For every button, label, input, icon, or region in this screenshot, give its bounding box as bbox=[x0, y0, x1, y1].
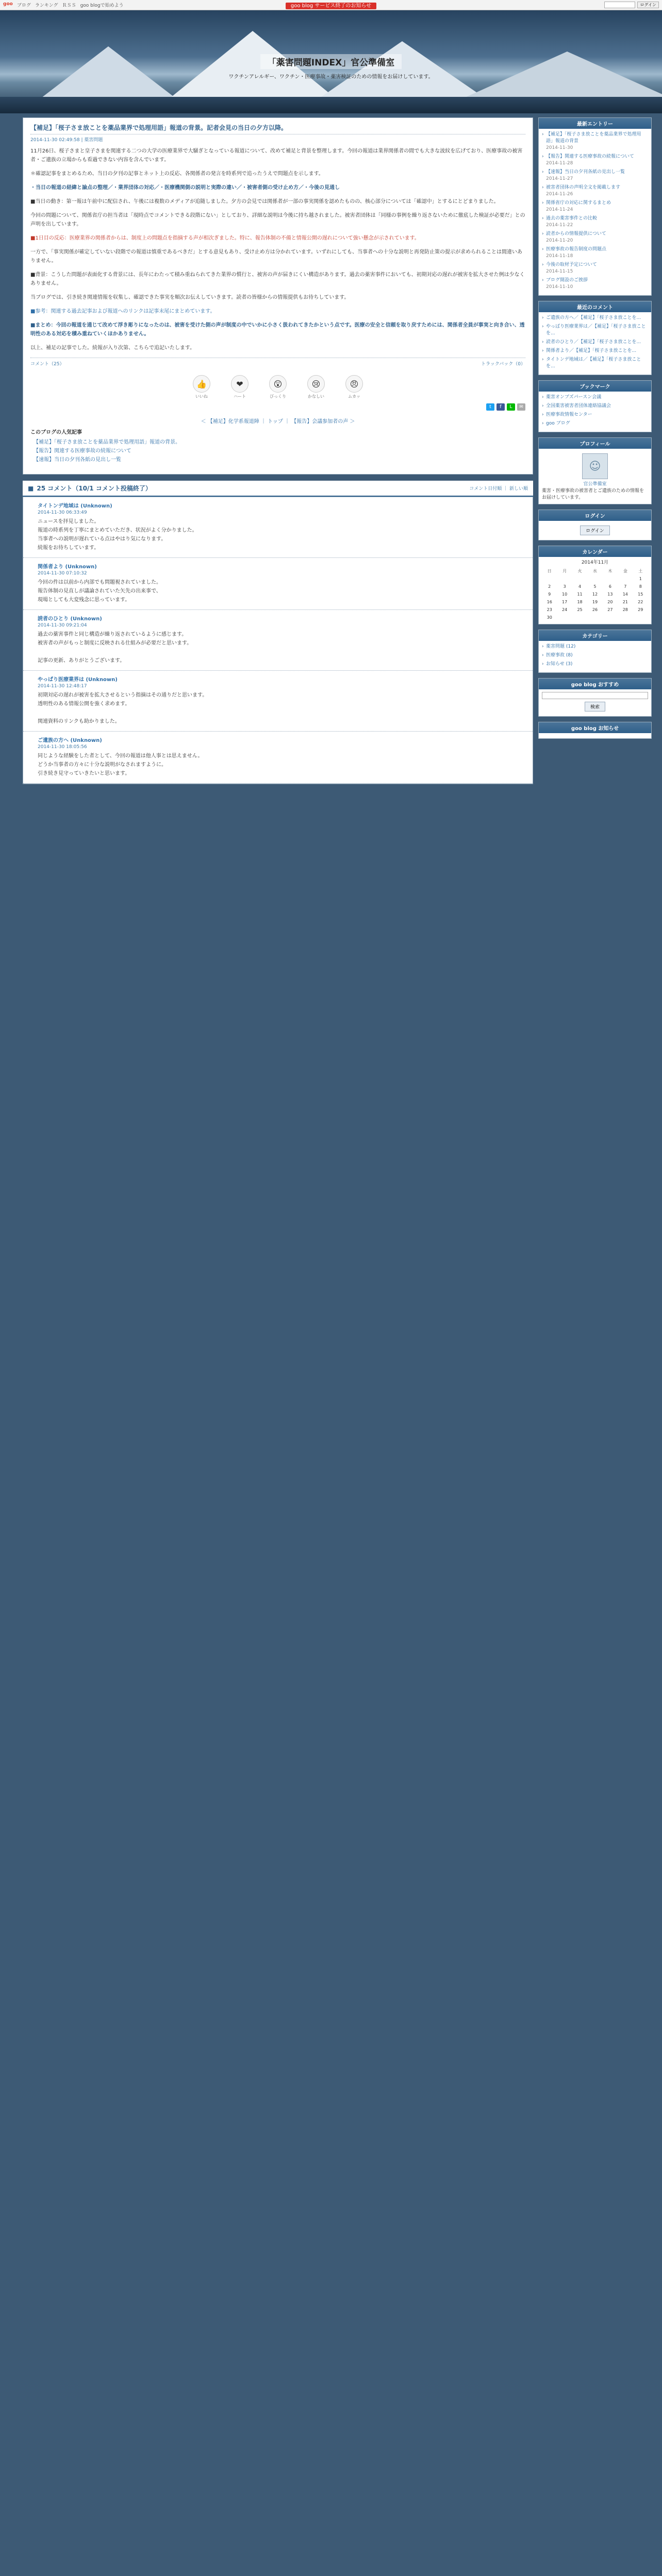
recent-comments bbox=[538, 301, 652, 375]
blog-header bbox=[0, 10, 662, 113]
calendar-day bbox=[603, 575, 618, 583]
reaction-item bbox=[345, 375, 363, 399]
comment-item bbox=[23, 732, 533, 784]
comment-author[interactable]: 読者のひとり (Unknown) bbox=[38, 616, 102, 622]
recent-entry-title[interactable]: 【補足】「桜子さま放ことを薬品業界で処理用語」報道の背景 bbox=[546, 132, 641, 144]
twitter-share-icon[interactable]: t bbox=[486, 403, 494, 411]
recent-entry-title[interactable]: 被害者団体の声明全文を掲載します bbox=[546, 185, 621, 190]
comment-body: 同じような経験をした者として、今回の報道は他人事とは思えません。 どうか当事者の方々に十分な説明がなされますように。 引き続き見守っていきたいと思います。 bbox=[38, 753, 203, 776]
calendar-day bbox=[557, 575, 572, 583]
calendar-day[interactable]: 1 bbox=[639, 577, 642, 581]
recent-entry-title[interactable]: ブログ開設のご挨拶 bbox=[546, 278, 588, 283]
post-paragraph: 当ブログでは、引き続き関連情報を収集し、確認できた事実を順次お伝えしていきます。読者の皆様からの情報提供もお待ちしています。 bbox=[30, 295, 350, 300]
page-wrap bbox=[0, 113, 662, 2576]
top-right-tools bbox=[604, 2, 659, 8]
calendar-body bbox=[539, 557, 651, 624]
bookmark-link[interactable]: › goo ブログ bbox=[542, 420, 648, 427]
calendar-week bbox=[542, 583, 648, 590]
calendar-weekday: 月 bbox=[562, 569, 567, 573]
calendar-weekday: 土 bbox=[638, 569, 643, 573]
comment-date: 2014-11-30 09:21:04 bbox=[38, 623, 87, 628]
calendar-day[interactable]: 21 bbox=[622, 600, 628, 604]
reaction-item bbox=[269, 375, 287, 399]
calendar-weekday: 火 bbox=[577, 569, 582, 573]
comment-date: 2014-11-30 07:10:32 bbox=[38, 571, 87, 576]
blog-search-button[interactable]: 検索 bbox=[585, 702, 605, 711]
reaction-buttons bbox=[30, 375, 525, 399]
calendar-day bbox=[618, 575, 633, 583]
reaction-icon[interactable]: 👍 bbox=[193, 375, 210, 393]
recent-entry-date: 2014-11-30 bbox=[546, 145, 573, 150]
calendar-day[interactable]: 16 bbox=[547, 600, 552, 604]
recent-comments-heading: 最近のコメント bbox=[539, 301, 651, 312]
comment-author[interactable]: 関係者より (Unknown) bbox=[38, 564, 97, 570]
recent-comment[interactable] bbox=[542, 357, 648, 370]
post-paragraph: ■まとめ：今回の報道を通じて改めて浮き彫りになったのは、被害を受けた側の声が制度の中でいかに小さく扱われてきたかという点です。医療の安全と信頼を取り戻すためには、関係者全員が事実と向き合い、透明性のある対応を積み重ねていくほかありません。 bbox=[30, 323, 525, 337]
profile bbox=[538, 437, 652, 504]
recent-comment[interactable] bbox=[542, 348, 648, 354]
category-link[interactable]: › 薬害問題 (12) bbox=[542, 643, 648, 650]
calendar-day[interactable]: 4 bbox=[578, 584, 582, 589]
categories bbox=[538, 630, 652, 673]
related-link[interactable]: 【報告】関連する医療事故の続報について bbox=[34, 448, 131, 454]
calendar-day bbox=[603, 614, 618, 621]
line-share-icon[interactable]: L bbox=[507, 403, 515, 411]
top-nav bbox=[3, 2, 124, 8]
comment-item bbox=[23, 558, 533, 610]
comment-item bbox=[23, 671, 533, 732]
calendar-day[interactable]: 22 bbox=[638, 600, 643, 604]
header-water bbox=[0, 97, 662, 113]
calendar-weekday: 金 bbox=[623, 569, 627, 573]
comment-sort[interactable]: コメント日付順 ｜ 新しい順 bbox=[469, 486, 528, 492]
facebook-share-icon[interactable]: f bbox=[496, 403, 505, 411]
reaction-item bbox=[193, 375, 210, 399]
bookmark-link[interactable]: › 薬害オンブズパースン会議 bbox=[542, 394, 648, 401]
calendar-week bbox=[542, 614, 648, 621]
reaction-label: ハート bbox=[234, 394, 246, 399]
related-posts bbox=[30, 428, 525, 463]
calendar-day[interactable]: 10 bbox=[562, 592, 568, 597]
recent-entry-title[interactable]: 【速報】当日の夕刊各紙の見出し一覧 bbox=[546, 170, 625, 175]
calendar-week bbox=[542, 606, 648, 614]
recent-entry-date: 2014-11-24 bbox=[546, 207, 573, 212]
prev-next-nav[interactable]: ＜ 【補足】化学系報道陣 ｜ トップ ｜ 【報告】会議参加者の声 ＞ bbox=[201, 419, 355, 425]
reaction-label: いいね bbox=[195, 394, 208, 399]
calendar-day bbox=[572, 575, 587, 583]
related-list bbox=[30, 437, 525, 463]
profile-name[interactable]: 官公準備室 bbox=[583, 482, 607, 487]
calendar-day[interactable]: 30 bbox=[547, 615, 552, 620]
recent-comment[interactable] bbox=[542, 324, 648, 337]
calendar-day bbox=[572, 614, 587, 621]
post-paragraph: 今回の問題について、関係省庁の担当者は「現時点でコメントできる段階にない」としており、詳細な説明は今後に持ち越されました。被害者団体は「同様の事例を繰り返さないために徹底した検証が必要だ」との声明を出しています。 bbox=[30, 213, 525, 227]
main-column bbox=[23, 117, 533, 2576]
login-body bbox=[539, 521, 651, 540]
calendar-day[interactable]: 8 bbox=[639, 584, 642, 589]
reaction-icon[interactable]: 😢 bbox=[307, 375, 325, 393]
calendar-weekday: 日 bbox=[547, 569, 552, 573]
recent-comment[interactable] bbox=[542, 315, 648, 321]
recent-entry[interactable] bbox=[542, 231, 648, 244]
comments-header bbox=[23, 481, 533, 497]
recent-entries-list bbox=[539, 129, 651, 295]
reaction-label: ムカッ bbox=[348, 394, 360, 399]
recent-entry-date: 2014-11-10 bbox=[546, 284, 573, 290]
sidebar bbox=[538, 117, 652, 2576]
top-bar bbox=[0, 0, 662, 10]
comments-title: 25 コメント（10/1 コメント投稿終了） bbox=[37, 485, 152, 492]
post-paragraph: 以上、補足の記事でした。続報が入り次第、こちらで追記いたします。 bbox=[30, 345, 195, 351]
nav-start[interactable]: goo blogで始めよう bbox=[80, 3, 124, 8]
recent-entry-title[interactable]: 【報告】関連する医療事故の続報について bbox=[546, 154, 634, 159]
bookmark-link[interactable]: › 医療事故情報センター bbox=[542, 412, 648, 418]
calendar-day[interactable]: 15 bbox=[638, 592, 643, 597]
calendar-day[interactable]: 5 bbox=[593, 584, 597, 589]
recent-entry[interactable] bbox=[542, 200, 648, 213]
categories-heading: カテゴリー bbox=[539, 630, 651, 641]
calendar-day[interactable]: 25 bbox=[577, 607, 583, 612]
recent-entry-title[interactable]: 医療事故の報告制度の問題点 bbox=[546, 247, 607, 252]
calendar-day bbox=[542, 575, 557, 583]
calendar-table bbox=[542, 567, 648, 621]
recent-entry-date: 2014-11-15 bbox=[546, 269, 573, 274]
recent-entry[interactable] bbox=[542, 246, 648, 260]
calendar-day[interactable]: 19 bbox=[592, 600, 598, 604]
calendar-day bbox=[557, 614, 572, 621]
recent-entry[interactable] bbox=[542, 169, 648, 182]
sidebar-login-button[interactable]: ログイン bbox=[580, 526, 610, 535]
related-link[interactable]: 【速報】当日の夕刊各紙の見出し一覧 bbox=[34, 457, 121, 463]
reaction-icon[interactable]: 😲 bbox=[269, 375, 287, 393]
calendar bbox=[538, 546, 652, 624]
recent-entry-date: 2014-11-27 bbox=[546, 176, 573, 181]
post-date: 2014-11-30 02:49:58 | 薬害問題 bbox=[30, 138, 103, 143]
related-link[interactable]: 【補足】「桜子さま放ことを薬品業界で処理用語」報道の背景。 bbox=[34, 439, 180, 445]
calendar-day[interactable]: 26 bbox=[592, 607, 598, 612]
nav-blog[interactable]: ブログ bbox=[16, 3, 31, 8]
left-margin bbox=[5, 117, 18, 2576]
post-body bbox=[30, 147, 525, 352]
comment-date: 2014-11-30 06:33:49 bbox=[38, 510, 87, 515]
category-list bbox=[539, 641, 651, 672]
related-heading: このブログの人気記事 bbox=[30, 430, 82, 435]
calendar-day[interactable]: 14 bbox=[622, 592, 628, 597]
blog-notice bbox=[538, 722, 652, 739]
blog-search bbox=[538, 678, 652, 717]
recent-entry[interactable] bbox=[542, 154, 648, 167]
blog-search-body bbox=[539, 689, 651, 716]
reaction-label: かなしい bbox=[308, 394, 324, 399]
comment-item bbox=[23, 497, 533, 558]
site-subtitle: ワクチンアレルギー、ワクチン・医療事故・薬害検証のための情報をお届けしています。 bbox=[228, 74, 434, 80]
calendar-day[interactable]: 18 bbox=[577, 600, 583, 604]
blog-notice-heading: goo blog お知らせ bbox=[539, 722, 651, 733]
blog-search-heading: goo blog おすすめ bbox=[539, 679, 651, 689]
post-footer bbox=[30, 358, 525, 367]
calendar-day[interactable]: 11 bbox=[577, 592, 583, 597]
calendar-week bbox=[542, 575, 648, 583]
calendar-week bbox=[542, 598, 648, 606]
recent-comment-title[interactable]: ご遺族の方へ／【補足】「桜子さま放ことを... bbox=[546, 315, 641, 320]
recent-comment-title[interactable]: 関係者より／【補足】「桜子さま放ことを... bbox=[546, 348, 637, 353]
avatar[interactable]: ☺ bbox=[582, 453, 608, 479]
calendar-day[interactable]: 27 bbox=[607, 607, 613, 612]
comment-item bbox=[23, 610, 533, 671]
login-button[interactable]: ログイン bbox=[637, 2, 659, 8]
goo-logo[interactable]: goo bbox=[3, 2, 13, 7]
comment-body: ニュースを拝見しました。 報道の時系列を丁寧にまとめていただき、状況がよく分かりました。 当事者への説明が遅れている点はやはり気になります。 続報をお待ちしています。 bbox=[38, 519, 197, 551]
recent-entry-date: 2014-11-28 bbox=[546, 161, 573, 166]
recent-entry[interactable] bbox=[542, 215, 648, 229]
calendar-day[interactable]: 29 bbox=[638, 607, 643, 612]
reaction-label: びっくり bbox=[270, 394, 286, 399]
mail-share-icon[interactable]: ✉ bbox=[517, 403, 525, 411]
recent-comment-title[interactable]: 読者のひとり／【補足】「桜子さま放ことを... bbox=[546, 340, 641, 345]
calendar-day[interactable]: 2 bbox=[548, 584, 551, 589]
comment-list bbox=[23, 497, 533, 784]
post-paragraph: ＊確認記事をまとめるため、当日の夕刊の記事とネット上の反応、各関係者の発言を時系列で追ったうえで問題点を示します。 bbox=[30, 171, 324, 177]
login-block bbox=[538, 510, 652, 540]
recent-entry-date: 2014-11-22 bbox=[546, 223, 573, 228]
post-paragraph: ■背景：こうした問題が表面化する背景には、長年にわたって積み重ねられてきた業界の慣行と、被害の声が届きにくい構造があります。過去の薬害事件においても、初期対応の遅れが被害を拡大させた例は少なくありません。 bbox=[30, 272, 525, 286]
bookmark-link[interactable]: › 全国薬害被害者団体連絡協議会 bbox=[542, 403, 648, 410]
blog-notice-body bbox=[539, 733, 651, 738]
bookmark-list bbox=[539, 392, 651, 432]
recent-entry-date: 2014-11-20 bbox=[546, 238, 573, 243]
calendar-weekday: 木 bbox=[608, 569, 613, 573]
recent-entries bbox=[538, 117, 652, 296]
reaction-item bbox=[307, 375, 325, 399]
site-title[interactable]: 「薬害問題INDEX」官公準備室 bbox=[260, 54, 402, 69]
calendar-day[interactable]: 28 bbox=[622, 607, 628, 612]
header-title-wrap bbox=[0, 54, 662, 80]
calendar-day[interactable]: 12 bbox=[592, 592, 598, 597]
post-trackback[interactable]: トラックバック（0） bbox=[481, 362, 525, 367]
profile-body bbox=[539, 449, 651, 504]
calendar-heading: カレンダー bbox=[539, 546, 651, 557]
recent-entry-title[interactable]: 関係省庁の対応に関するまとめ bbox=[546, 200, 611, 206]
recent-entry-title[interactable]: 今後の取材予定について bbox=[546, 262, 597, 267]
bookmarks bbox=[538, 380, 652, 432]
recent-entry-date: 2014-11-26 bbox=[546, 192, 573, 197]
calendar-day[interactable]: 20 bbox=[607, 600, 613, 604]
post-paragraph: ■当日の動き：第一報は午前中に配信され、午後には複数のメディアが追随しました。夕方の会見では関係者が一部の事実関係を認めたものの、核心部分については「確認中」とするにとどまりました。 bbox=[30, 199, 499, 205]
login-heading: ログイン bbox=[539, 510, 651, 521]
blog-search-input[interactable] bbox=[542, 692, 648, 699]
share-row bbox=[30, 403, 525, 411]
recent-comments-list bbox=[539, 312, 651, 375]
reaction-icon[interactable]: 😠 bbox=[345, 375, 363, 393]
calendar-day[interactable]: 7 bbox=[624, 584, 627, 589]
comment-date: 2014-11-30 18:05:56 bbox=[38, 744, 87, 750]
recent-entries-heading: 最新エントリー bbox=[539, 118, 651, 129]
profile-heading: プロフィール bbox=[539, 438, 651, 449]
post-paragraph: ■参考：関連する過去記事および報道へのリンクは記事末尾にまとめています。 bbox=[30, 309, 216, 314]
nav-ranking[interactable]: ランキング bbox=[35, 3, 58, 8]
comment-body: 初期対応の遅れが被害を拡大させるという指摘はその通りだと思います。 透明性のある情報公開を強く求めます。 関連資料のリンクも助かりました。 bbox=[38, 692, 208, 724]
recent-comment-title[interactable]: やっぱり医療業界は／【補足】「桜子さま放ことを... bbox=[546, 324, 646, 336]
calendar-day bbox=[587, 575, 602, 583]
top-search-input[interactable] bbox=[604, 2, 635, 8]
calendar-month: 2014年11月 bbox=[581, 560, 609, 565]
calendar-day[interactable]: 13 bbox=[607, 592, 613, 597]
comment-author[interactable]: ご遺族の方へ (Unknown) bbox=[38, 738, 102, 743]
post-comment-count[interactable]: コメント（25） bbox=[30, 362, 64, 367]
post-paragraph: ・当日の報道の経緯と論点の整理／・業界団体の対応／・医療機関側の説明と実際の違い／・被害者側の受け止め方／・今後の見通し bbox=[30, 185, 340, 191]
calendar-weekdays bbox=[542, 567, 648, 575]
calendar-day[interactable]: 24 bbox=[562, 607, 568, 612]
recent-entry[interactable] bbox=[542, 184, 648, 198]
recent-entry-title[interactable]: 読者からの情報提供について bbox=[546, 231, 606, 236]
notice-link[interactable]: goo blog サービス終了のお知らせ bbox=[286, 3, 376, 9]
comment-body: 今回の件は以前から内部でも問題視されていました。 報告体制の見直しが議論されていた矢先の出来事で、 現場としても大変残念に思っています。 bbox=[38, 580, 161, 603]
calendar-day[interactable]: 17 bbox=[562, 600, 568, 604]
calendar-day[interactable]: 6 bbox=[608, 584, 611, 589]
category-link[interactable]: › お知らせ (3) bbox=[542, 661, 648, 668]
calendar-day bbox=[633, 614, 648, 621]
recent-entry[interactable] bbox=[542, 262, 648, 275]
comment-author[interactable]: タイトンデ地域は (Unknown) bbox=[38, 503, 112, 509]
calendar-day bbox=[618, 614, 633, 621]
recent-entry[interactable] bbox=[542, 277, 648, 291]
nav-rss[interactable]: ＲＳＳ bbox=[62, 3, 76, 8]
comment-body: 過去の薬害事件と同じ構造が繰り返されているように感じます。 被害者の声がもっと制度に反映される仕組みが必要だと思います。 記事の更新、ありがとうございます。 bbox=[38, 632, 192, 664]
category-link[interactable]: › 医療事故 (8) bbox=[542, 652, 648, 659]
calendar-weekday: 水 bbox=[592, 569, 597, 573]
calendar-day[interactable]: 23 bbox=[547, 607, 552, 612]
comment-date: 2014-11-30 12:48:17 bbox=[38, 684, 87, 689]
reaction-icon[interactable]: ❤ bbox=[231, 375, 249, 393]
post-paragraph: ■1日目の反応：医療業界の関係者からは、制度上の問題点を指摘する声が相次ぎました。特に、報告体制の不備と情報公開の遅れについて強い懸念が示されています。 bbox=[30, 235, 420, 241]
recent-comment[interactable] bbox=[542, 339, 648, 346]
comment-author[interactable]: やっぱり医療業界は (Unknown) bbox=[38, 677, 118, 683]
comment-icon: ■ bbox=[28, 484, 34, 492]
reaction-item bbox=[231, 375, 249, 399]
calendar-day[interactable]: 9 bbox=[548, 592, 551, 597]
bookmarks-heading: ブックマーク bbox=[539, 381, 651, 392]
recent-entry[interactable] bbox=[542, 131, 648, 151]
post-paragraph: 一方で、「事実関係が確定していない段階での報道は慎重であるべきだ」とする意見もあり、受け止め方は分かれています。いずれにしても、当事者への十分な説明と再発防止策の提示が求められることは間違いありません。 bbox=[30, 249, 522, 264]
calendar-day bbox=[587, 614, 602, 621]
post-paragraph: 11月26日、桜子さまと皇子さまを関連する二つの大学の医療業界で大騒ぎとなっている報道について、改めて補足と背景を整理します。今回の報道は業界関係者の間でも大きな波紋を広げており、医療事故の被害者・ご遺族の立場からも看過できない内容を含んでいます。 bbox=[30, 148, 523, 163]
calendar-day[interactable]: 3 bbox=[563, 584, 566, 589]
profile-text: 薬害・医療事故の被害者とご遺族のための情報をお届けしています。 bbox=[542, 488, 644, 500]
recent-entry-title[interactable]: 過去の薬害事件との比較 bbox=[546, 216, 598, 221]
post-title[interactable]: 【補足】「桜子さま放ことを薬品業界で処理用語」報道の背景。記者会見の当日の夕方以降。 bbox=[30, 123, 525, 134]
recent-comment-title[interactable]: タイトンデ地域は／【補足】「桜子さま放ことを... bbox=[546, 357, 641, 369]
calendar-week bbox=[542, 590, 648, 598]
blog-post bbox=[23, 117, 533, 474]
recent-entry-date: 2014-11-18 bbox=[546, 253, 573, 259]
